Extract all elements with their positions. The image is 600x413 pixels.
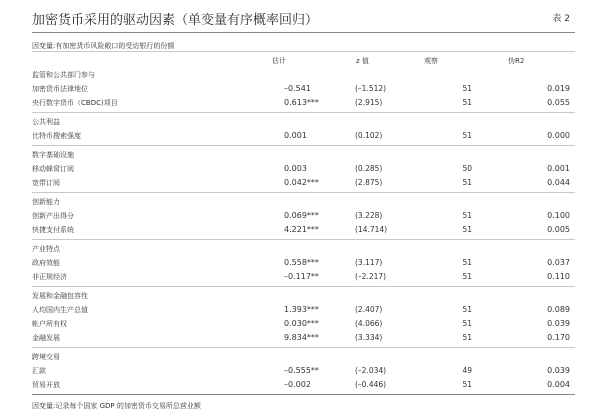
estimate-cell: 4.221***	[284, 225, 319, 234]
table-row	[32, 82, 575, 96]
pseudo-r2-cell: 0.089	[547, 305, 570, 314]
observations-cell: 51	[462, 258, 472, 267]
variable-name-cell: 快捷支付系统	[32, 226, 74, 234]
table-row	[32, 317, 575, 331]
column-header-z: z 值	[356, 57, 369, 65]
observations-cell: 51	[462, 98, 472, 107]
observations-cell: 51	[462, 305, 472, 314]
table-row	[32, 223, 575, 237]
z-value-cell: (–2.217)	[355, 272, 387, 281]
variable-name-cell: 宽带订阅	[32, 179, 60, 187]
group-separator	[32, 112, 575, 113]
observations-cell: 51	[462, 272, 472, 281]
estimate-cell: –0.555**	[284, 366, 319, 375]
z-value-cell: (3.228)	[355, 211, 383, 220]
group-label: 发展和金融包容性	[32, 292, 88, 300]
regression-table-body	[32, 68, 575, 392]
table-row	[32, 129, 575, 143]
dependent-variable-note: 因变量:有加密货币风险敞口的受访银行的份额	[32, 42, 175, 50]
group-label: 公共利益	[32, 118, 60, 126]
estimate-cell: 0.042***	[284, 178, 319, 187]
z-value-cell: (–1.512)	[355, 84, 387, 93]
group-label: 产业特点	[32, 245, 60, 253]
variable-name-cell: 创新产出得分	[32, 212, 74, 220]
z-value-cell: (0.102)	[355, 131, 383, 140]
pseudo-r2-cell: 0.004	[547, 380, 570, 389]
table-row	[32, 270, 575, 284]
pseudo-r2-cell: 0.039	[547, 319, 570, 328]
bottom-rule	[32, 394, 575, 395]
pseudo-r2-cell: 0.037	[547, 258, 570, 267]
observations-cell: 51	[462, 380, 472, 389]
z-value-cell: (2.407)	[355, 305, 383, 314]
variable-name-cell: 比特币搜索强度	[32, 132, 81, 140]
estimate-cell: 1.393***	[284, 305, 319, 314]
variable-name-cell: 加密货币法律地位	[32, 85, 88, 93]
table-number: 表 2	[552, 14, 570, 24]
observations-cell: 51	[462, 178, 472, 187]
estimate-cell: –0.002	[284, 380, 311, 389]
observations-cell: 50	[462, 164, 472, 173]
observations-cell: 51	[462, 333, 472, 342]
z-value-cell: (2.875)	[355, 178, 383, 187]
table-row	[32, 96, 575, 110]
variable-name-cell: 汇款	[32, 367, 46, 375]
table-row	[32, 331, 575, 345]
pseudo-r2-cell: 0.100	[547, 211, 570, 220]
pseudo-r2-cell: 0.005	[547, 225, 570, 234]
observations-cell: 51	[462, 84, 472, 93]
z-value-cell: (3.334)	[355, 333, 383, 342]
estimate-cell: –0.117**	[284, 272, 319, 281]
estimate-cell: 0.001	[284, 131, 307, 140]
group-separator	[32, 192, 575, 193]
pseudo-r2-cell: 0.039	[547, 366, 570, 375]
pseudo-r2-cell: 0.044	[547, 178, 570, 187]
group-label: 监管和公共部门参与	[32, 71, 95, 79]
z-value-cell: (–0.446)	[355, 380, 387, 389]
estimate-cell: 0.613***	[284, 98, 319, 107]
table-row	[32, 256, 575, 270]
z-value-cell: (3.117)	[355, 258, 383, 267]
z-value-cell: (2.915)	[355, 98, 383, 107]
pseudo-r2-cell: 0.170	[547, 333, 570, 342]
z-value-cell: (0.285)	[355, 164, 383, 173]
variable-name-cell: 移动蜂窝订阅	[32, 165, 74, 173]
pseudo-r2-cell: 0.110	[547, 272, 570, 281]
table-header	[32, 9, 570, 31]
pseudo-r2-cell: 0.001	[547, 164, 570, 173]
table-row	[32, 209, 575, 223]
estimate-cell: 9.834***	[284, 333, 319, 342]
column-header-estimate: 估计	[272, 57, 286, 65]
column-header-observations: 观察	[424, 57, 438, 65]
header-rule	[32, 51, 575, 52]
group-separator	[32, 347, 575, 348]
estimate-cell: 0.558***	[284, 258, 319, 267]
table-title: 加密货币采用的驱动因素（单变量有序概率回归）	[32, 13, 319, 28]
column-header-pseudo-r2: 伪R2	[508, 57, 525, 65]
observations-cell: 49	[462, 366, 472, 375]
observations-cell: 51	[462, 319, 472, 328]
variable-name-cell: 政府效能	[32, 259, 60, 267]
variable-name-cell: 央行数字货币（CBDC)项目	[32, 99, 118, 107]
observations-cell: 51	[462, 211, 472, 220]
group-label: 数字基础设施	[32, 151, 74, 159]
table-row	[32, 176, 575, 190]
z-value-cell: (14.714)	[355, 225, 388, 234]
observations-cell: 51	[462, 131, 472, 140]
variable-name-cell: 贸易开放	[32, 381, 60, 389]
pseudo-r2-cell: 0.055	[547, 98, 570, 107]
group-separator	[32, 286, 575, 287]
z-value-cell: (4.066)	[355, 319, 383, 328]
variable-name-cell: 人均国内生产总值	[32, 306, 88, 314]
group-separator	[32, 145, 575, 146]
top-rule	[32, 32, 575, 33]
table-row	[32, 378, 575, 392]
table-row	[32, 162, 575, 176]
estimate-cell: 0.069***	[284, 211, 319, 220]
table-row	[32, 364, 575, 378]
pseudo-r2-cell: 0.019	[547, 84, 570, 93]
pseudo-r2-cell: 0.000	[547, 131, 570, 140]
footer-note: 因变量:记录每个国家 GDP 的加密货币交易所总营业额	[32, 402, 201, 410]
group-label: 创新能力	[32, 198, 60, 206]
estimate-cell: 0.003	[284, 164, 307, 173]
group-separator	[32, 239, 575, 240]
group-label: 跨境交易	[32, 353, 60, 361]
variable-name-cell: 帐户所有权	[32, 320, 67, 328]
table-row	[32, 303, 575, 317]
estimate-cell: –0.541	[284, 84, 311, 93]
variable-name-cell: 金融发展	[32, 334, 60, 342]
observations-cell: 51	[462, 225, 472, 234]
variable-name-cell: 非正规经济	[32, 273, 67, 281]
estimate-cell: 0.030***	[284, 319, 319, 328]
z-value-cell: (–2.034)	[355, 366, 387, 375]
